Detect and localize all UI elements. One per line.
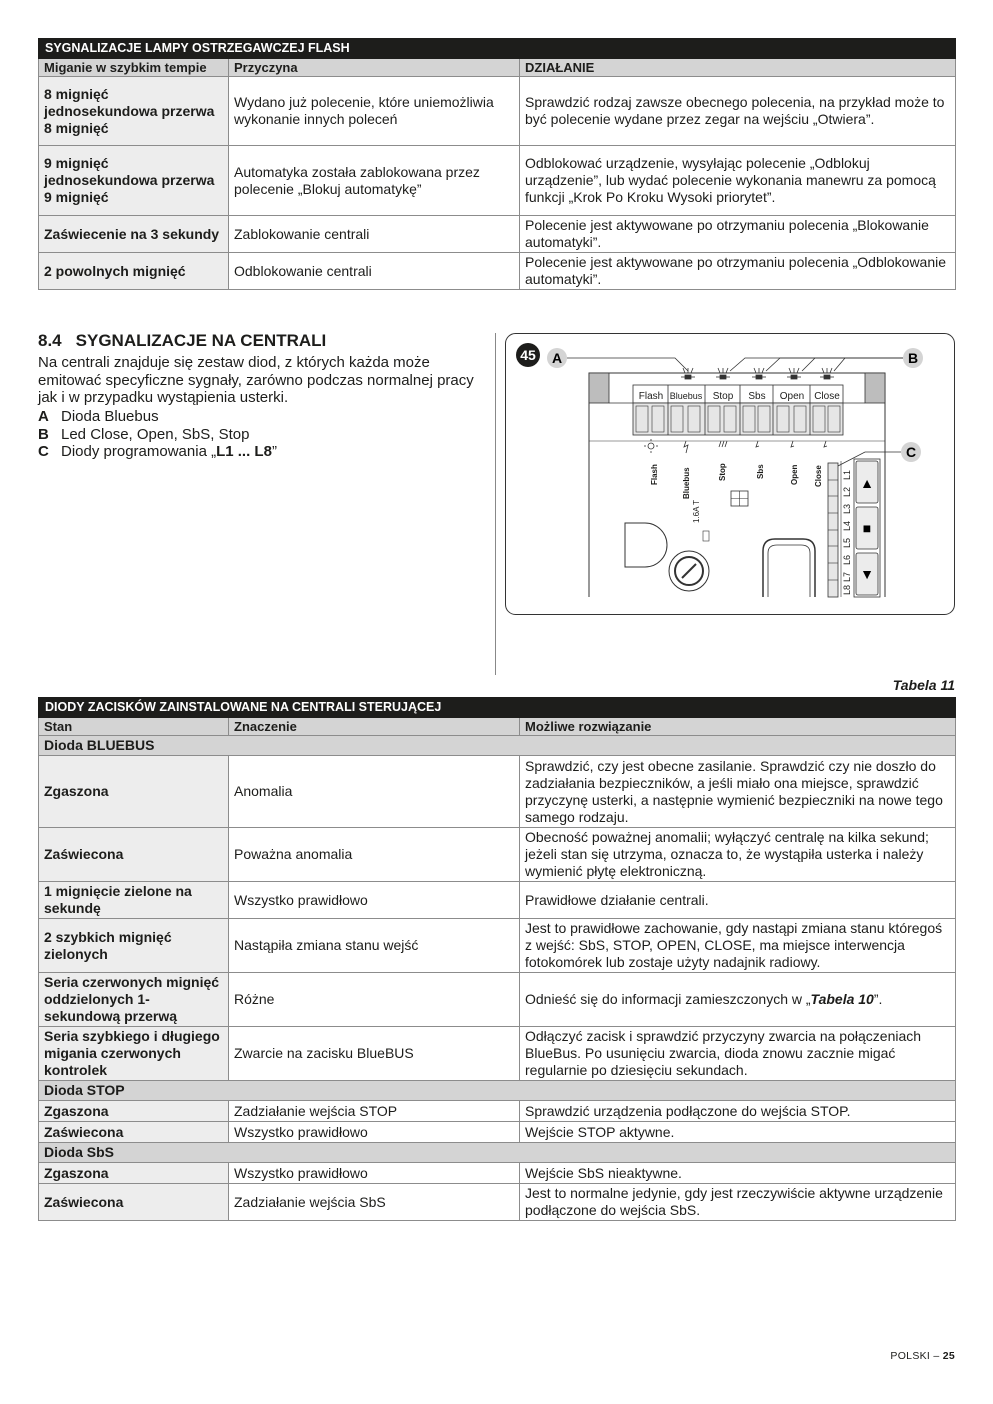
solution: Wejście SbS nieaktywne.	[520, 1163, 956, 1184]
vertical-label: Stop	[718, 463, 727, 481]
led-label: L4	[842, 520, 852, 531]
section-number: 8.4	[38, 331, 62, 350]
terminal-label: Open	[779, 391, 805, 402]
terminal-label: Bluebus	[669, 391, 703, 401]
cause: Wydano już polecenie, które uniemożliwia wykonanie innych poleceń	[229, 77, 520, 146]
column-header: Przyczyna	[229, 59, 520, 77]
solution: Odłączyć zacisk i sprawdzić przyczyny zwarcia na połączeniach BlueBus. Po usunięciu zwarcia, dioda znowu zacznie migać regularnie po dziesięciu sekundach.	[520, 1027, 956, 1081]
table-row	[39, 1184, 956, 1221]
column-header: Stan	[39, 718, 229, 736]
column-header: DZIAŁANIE	[520, 59, 956, 77]
solution-text: Odnieść się do informacji zamieszczonych w „	[525, 991, 811, 1007]
terminal-leds-table	[38, 697, 956, 1221]
action: Sprawdzić rodzaj zawsze obecnego polecenia, na przykład może to być polecenie wydane przez zegar na wejściu „Otwiera”.	[520, 77, 956, 146]
terminal-label: Close	[814, 391, 840, 402]
figure-frame	[506, 334, 955, 615]
action: Polecenie jest aktywowane po otrzymaniu polecenia „Odblokowanie automatyki”.	[520, 253, 956, 290]
solution: Sprawdzić urządzenia podłączone do wejścia STOP.	[520, 1101, 956, 1122]
table-reference: Tabela 10	[810, 991, 874, 1007]
stop-square-icon: ■	[862, 520, 872, 536]
page-number: 25	[942, 1350, 955, 1362]
meaning: Anomalia	[229, 756, 520, 828]
vertical-label: Close	[814, 465, 823, 487]
legend-key: A	[38, 408, 49, 425]
legend-text-bold: L1 ... L8	[216, 443, 272, 460]
legend-text: Diody programowania „	[61, 443, 217, 460]
table-row	[39, 919, 956, 973]
state: Zgaszona	[39, 1101, 229, 1122]
state: 2 szybkich mignięć zielonych	[39, 919, 229, 973]
meaning: Wszystko prawidłowo	[229, 1122, 520, 1143]
terminal-label: Flash	[638, 391, 664, 402]
vertical-label: Sbs	[756, 464, 765, 479]
table-row	[39, 77, 956, 146]
meaning: Zadziałanie wejścia STOP	[229, 1101, 520, 1122]
state: 1 mignięcie zielone na sekundę	[39, 882, 229, 919]
state: Seria czerwonych mignięć oddzielonych 1-sekundową przerwą	[39, 973, 229, 1027]
fuse-holder	[703, 531, 709, 541]
page-footer	[890, 1350, 955, 1362]
flash-pattern: Zaświecenie na 3 sekundy	[39, 216, 229, 253]
section-body: Na centrali znajduje się zestaw diod, z których każda może emitować specyficzne sygnały, zarówno podczas normalnej pracy jak i w przypadku wystąpienia usterki.	[38, 354, 474, 406]
list-item	[38, 443, 490, 461]
solution: Sprawdzić, czy jest obecne zasilanie. Sprawdzić czy nie doszło do zadziałania bezpieczników, a jeśli miało ona miejsce, sprawdzić przyczynę usterki, a następnie wymienić bezpieczniki na nowe tego samego rodzaju.	[520, 756, 956, 828]
meaning: Nastąpiła zmiana stanu wejść	[229, 919, 520, 973]
table-row	[39, 973, 956, 1027]
meaning: Różne	[229, 973, 520, 1027]
vertical-label: Open	[790, 464, 799, 485]
legend-key: B	[38, 425, 49, 443]
table-title: SYGNALIZACJE LAMPY OSTRZEGAWCZEJ FLASH	[39, 39, 956, 59]
table-caption: Tabela 11	[892, 677, 955, 693]
legend-text: Led Close, Open, SbS, Stop	[61, 425, 250, 443]
legend-text: Dioda Bluebus	[61, 408, 159, 425]
terminal-label: Stop	[712, 391, 734, 402]
solution-text: ”.	[873, 991, 883, 1007]
column-header: Miganie w szybkim tempie	[39, 59, 229, 77]
solution: Obecność poważnej anomalii; wyłączyć centralę na kilka sekund; jeżeli stan się utrzyma, oznacza to, że wystąpiła usterka i należy wymienić płytę elektroniczną.	[520, 828, 956, 882]
legend-list	[38, 408, 490, 461]
led-label: L2	[842, 486, 852, 497]
flash-signals-table	[38, 38, 956, 290]
led-label: L1	[842, 469, 852, 480]
state: Zgaszona	[39, 1163, 229, 1184]
footer-separator: –	[933, 1350, 940, 1362]
group-header: Dioda BLUEBUS	[39, 736, 956, 756]
meaning: Zadziałanie wejścia SbS	[229, 1184, 520, 1221]
led-label: L8	[842, 584, 852, 595]
terminal-label: Sbs	[748, 391, 766, 402]
solution	[520, 973, 956, 1027]
board-corner	[865, 373, 885, 403]
terminal-block	[633, 385, 843, 435]
down-arrow-icon: ▼	[860, 566, 874, 582]
led-label: L5	[842, 537, 852, 548]
column-header: Znaczenie	[229, 718, 520, 736]
cause: Automatyka została zablokowana przez polecenie „Blokuj automatykę”	[229, 146, 520, 216]
flash-pattern: 2 powolnych mignięć	[39, 253, 229, 290]
column-divider	[495, 333, 496, 675]
table-row	[39, 828, 956, 882]
state: Zaświecona	[39, 828, 229, 882]
meaning: Wszystko prawidłowo	[229, 882, 520, 919]
meaning: Zwarcie na zacisku BlueBUS	[229, 1027, 520, 1081]
cause: Odblokowanie centrali	[229, 253, 520, 290]
table-row	[39, 1122, 956, 1143]
solution: Jest to prawidłowe zachowanie, gdy nastąpi zmiana stanu któregoś z wejść: SbS, STOP, OPEN, CLOSE, ma miejsce interwencja fotokomórek lub zostaje użyty nadajnik radiowy.	[520, 919, 956, 973]
solution: Wejście STOP aktywne.	[520, 1122, 956, 1143]
up-arrow-icon: ▲	[860, 475, 874, 491]
figure-number: 45	[520, 347, 536, 363]
led-label: L7	[842, 571, 852, 582]
board-corner	[589, 373, 609, 403]
state: Zaświecona	[39, 1184, 229, 1221]
callout-b: B	[907, 350, 919, 366]
led-label: L6	[842, 554, 852, 565]
table-row	[39, 253, 956, 290]
legend-text: ”	[271, 443, 277, 460]
vertical-label: Bluebus	[682, 467, 691, 499]
program-buttons	[854, 459, 880, 597]
cutout	[625, 523, 667, 567]
state: Seria szybkiego i długiego migania czerwonych kontrolek	[39, 1027, 229, 1081]
table-row	[39, 1163, 956, 1184]
meaning: Wszystko prawidłowo	[229, 1163, 520, 1184]
control-unit-diagram	[505, 333, 955, 615]
table-title: DIODY ZACISKÓW ZAINSTALOWANE NA CENTRALI STERUJĄCEJ	[39, 698, 956, 718]
action: Odblokować urządzenie, wysyłając polecenie „Odblokuj urządzenie”, lub wydać polecenie wykonania manewru za pomocą funkcji „Krok Po Kroku Wysoki priorytet”.	[520, 146, 956, 216]
flash-pattern: 8 mignięć jednosekundowa przerwa 8 mignięć	[39, 77, 229, 146]
state: Zgaszona	[39, 756, 229, 828]
table-row	[39, 1101, 956, 1122]
list-item	[38, 408, 490, 426]
group-header: Dioda STOP	[39, 1081, 956, 1101]
action: Polecenie jest aktywowane po otrzymaniu polecenia „Blokowanie automatyki”.	[520, 216, 956, 253]
callout-c: C	[905, 444, 917, 460]
solution: Prawidłowe działanie centrali.	[520, 882, 956, 919]
solution: Jest to normalne jedynie, gdy jest rzeczywiście aktywne urządzenie podłączone do wejścia SbS.	[520, 1184, 956, 1221]
cause: Zablokowanie centrali	[229, 216, 520, 253]
led-label: L3	[842, 503, 852, 514]
table-row	[39, 1027, 956, 1081]
table-row	[39, 882, 956, 919]
footer-language: POLSKI	[890, 1350, 931, 1362]
group-header: Dioda SbS	[39, 1143, 956, 1163]
section-title: SYGNALIZACJE NA CENTRALI	[75, 331, 327, 350]
vertical-label: Flash	[650, 464, 659, 485]
list-item	[38, 426, 490, 444]
fuse-label: 1.6A T	[692, 500, 701, 523]
column-header: Możliwe rozwiązanie	[520, 718, 956, 736]
table-row	[39, 216, 956, 253]
meaning: Poważna anomalia	[229, 828, 520, 882]
table-row	[39, 146, 956, 216]
flash-pattern: 9 mignięć jednosekundowa przerwa 9 mignięć	[39, 146, 229, 216]
table-row	[39, 756, 956, 828]
section-heading	[38, 331, 326, 351]
legend-key: C	[38, 443, 49, 460]
callout-a: A	[551, 350, 563, 366]
state: Zaświecona	[39, 1122, 229, 1143]
